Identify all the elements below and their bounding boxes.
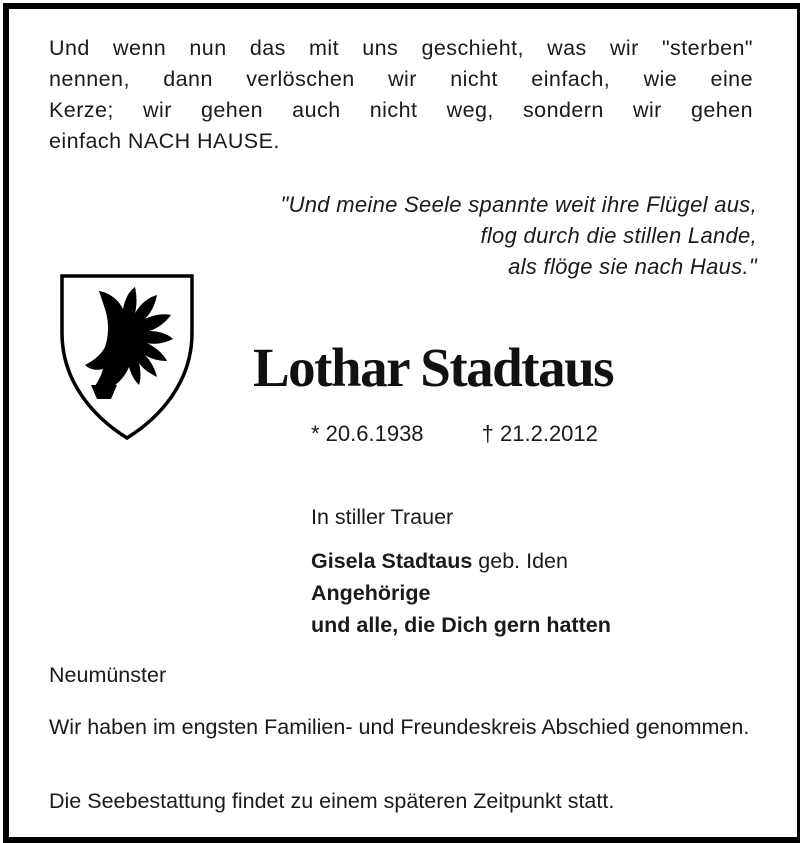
eagle-wing-crest-icon [59, 273, 195, 441]
farewell-notice: Wir haben im engsten Familien- und Freundeskreis Abschied genommen. [49, 715, 750, 739]
intro-line: Kerze; wir gehen auch nicht weg, sondern wir gehen [49, 98, 753, 122]
notice-border [3, 3, 800, 843]
quote-line: flog durch die stillen Lande, [480, 223, 757, 248]
deceased-name: Lothar Stadtaus [253, 337, 614, 398]
mourning-heading: In stiller Trauer [311, 505, 454, 529]
poem-quote [280, 189, 757, 282]
life-dates [311, 417, 598, 451]
mourner-friends: und alle, die Dich gern hatten [311, 613, 611, 637]
mourners-block [311, 501, 611, 641]
intro-line: Und wenn nun das mit uns geschieht, was wir "sterben" [49, 36, 753, 60]
burial-notice: Die Seebestattung findet zu einem späteren Zeitpunkt statt. [49, 789, 615, 813]
mourner-name: Gisela Stadtaus [311, 549, 473, 573]
quote-line: als flöge sie nach Haus." [508, 254, 757, 279]
intro-line: nennen, dann verlöschen wir nicht einfach, wie eine [49, 67, 753, 91]
intro-line: einfach NACH HAUSE. [49, 129, 280, 153]
city: Neumünster [49, 663, 167, 687]
notice-content [9, 9, 797, 837]
mourner-maiden-name: geb. Iden [472, 549, 568, 573]
mourner-line [311, 545, 611, 577]
quote-line: "Und meine Seele spannte weit ihre Flügel aus, [280, 192, 757, 217]
death-date: † 21.2.2012 [481, 421, 598, 446]
mourner-relatives: Angehörige [311, 581, 431, 605]
birth-date: * 20.6.1938 [311, 421, 424, 446]
intro-text [49, 33, 753, 157]
